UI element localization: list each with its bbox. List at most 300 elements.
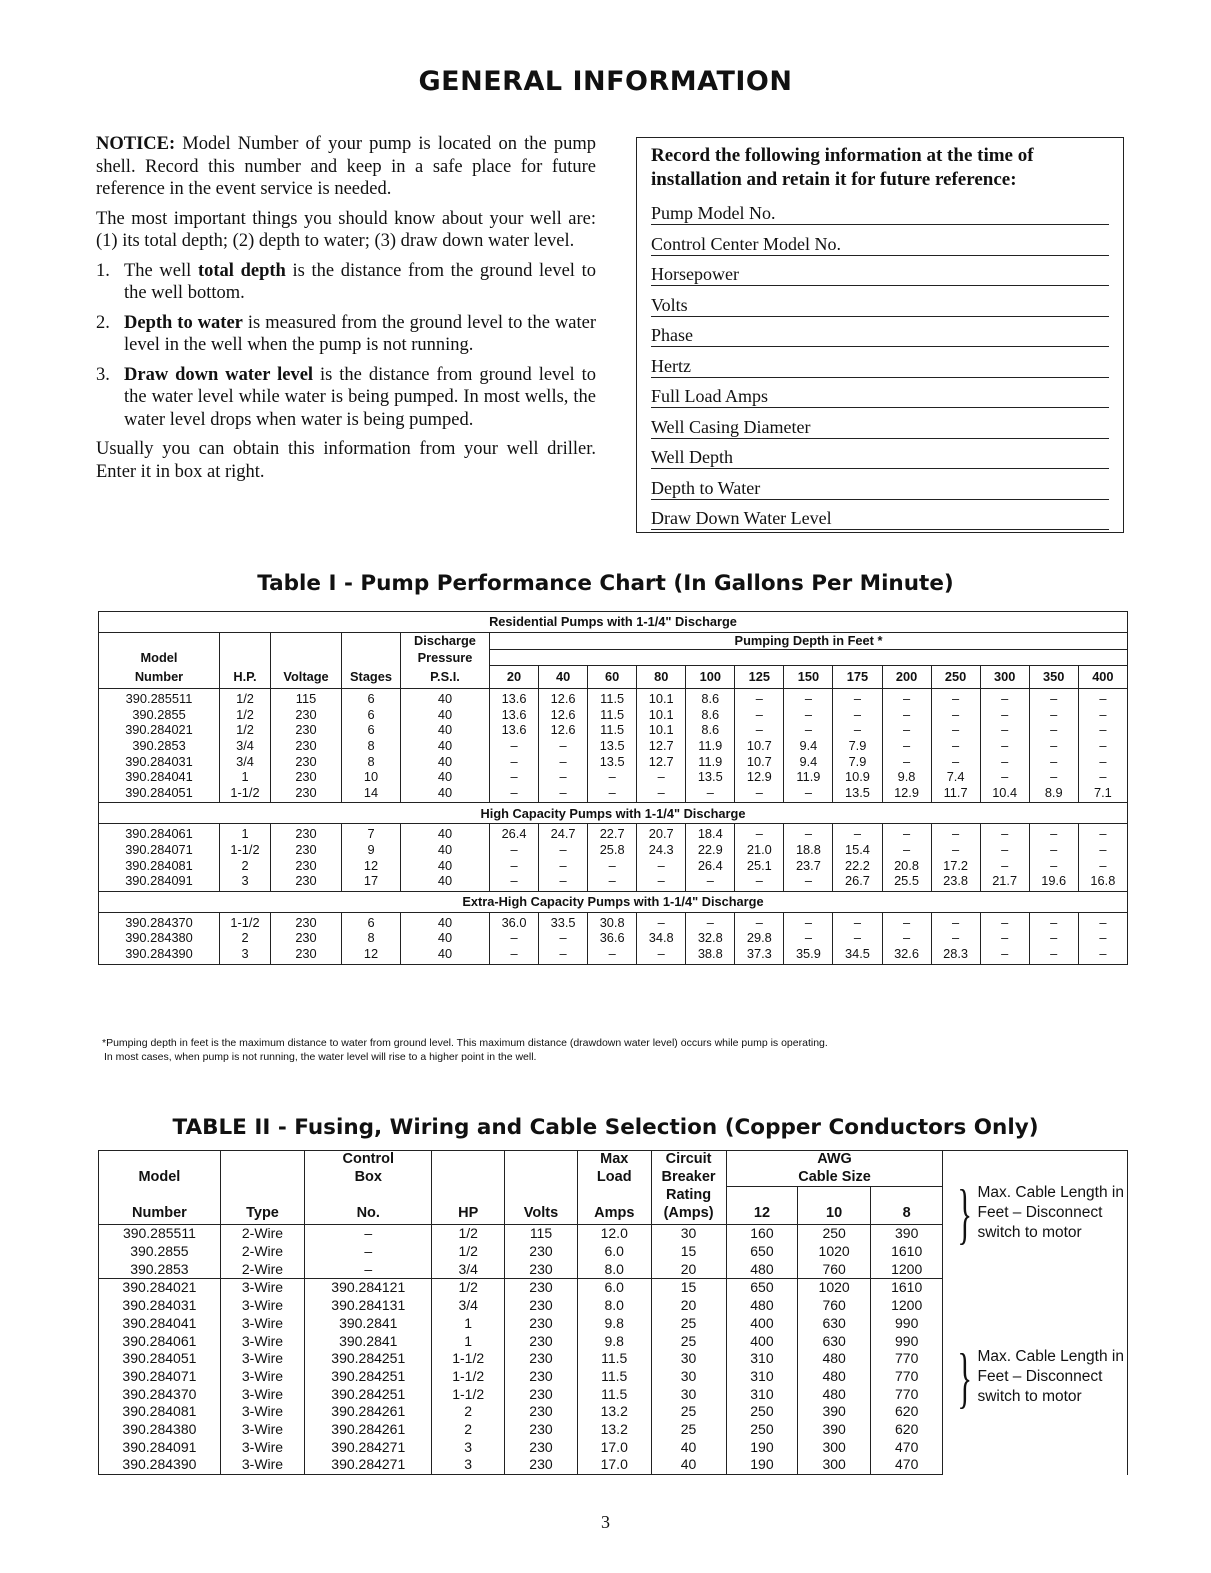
data-cell: 10.1	[637, 689, 686, 707]
closing-paragraph: Usually you can obtain this information from your well driller. Enter it in box at right.	[96, 439, 596, 482]
table-row	[99, 689, 1128, 707]
data-cell: 230	[271, 946, 342, 964]
table-row	[99, 858, 1128, 874]
data-cell: –	[882, 824, 931, 842]
data-cell: 12.6	[539, 722, 588, 738]
table-row	[99, 842, 1128, 858]
data-cell: 3-Wire	[220, 1386, 304, 1404]
data-cell: –	[980, 824, 1029, 842]
table1-header-row	[99, 633, 1128, 650]
data-cell: 3-Wire	[220, 1297, 304, 1315]
page-number: 3	[601, 1512, 610, 1532]
data-cell: 26.7	[833, 873, 882, 891]
data-cell: 1610	[870, 1279, 943, 1297]
data-cell: –	[490, 785, 539, 803]
data-cell: 10.1	[637, 722, 686, 738]
data-cell: 11.5	[577, 1386, 651, 1404]
data-cell: –	[931, 722, 980, 738]
right-brace-icon: }	[957, 1174, 973, 1251]
data-cell: 630	[798, 1315, 871, 1333]
depth-column-header: 350	[1029, 666, 1078, 689]
depth-column-header: 200	[882, 666, 931, 689]
data-cell: 40	[401, 754, 490, 770]
data-cell: 1	[432, 1315, 505, 1333]
col-stages	[342, 633, 401, 650]
data-cell: –	[686, 912, 735, 930]
model-number-cell: 390.284041	[99, 769, 220, 785]
data-cell: –	[931, 824, 980, 842]
data-cell: –	[539, 873, 588, 891]
notice-text: Model Number of your pump is located on the pump shell. Record this number and keep in a safe place for future reference in the event service is needed.	[96, 134, 596, 199]
header-label: H.P.	[220, 666, 271, 689]
data-cell: 190	[726, 1439, 798, 1457]
data-cell: 40	[401, 769, 490, 785]
data-cell: 1	[220, 769, 271, 785]
col-model	[99, 633, 220, 650]
data-cell: 230	[505, 1350, 578, 1368]
data-cell: 1/2	[432, 1225, 505, 1243]
table1-group	[99, 803, 1128, 891]
data-cell: –	[980, 858, 1029, 874]
table-row	[99, 946, 1128, 964]
data-cell: 11.9	[686, 754, 735, 770]
data-cell: 480	[726, 1261, 798, 1279]
data-cell: 40	[401, 785, 490, 803]
cable-length-note	[943, 1279, 1128, 1475]
data-cell: –	[539, 842, 588, 858]
data-cell: –	[833, 912, 882, 930]
data-cell: 160	[726, 1225, 798, 1243]
data-cell: 1-1/2	[432, 1386, 505, 1404]
data-cell: 300	[798, 1456, 871, 1474]
data-cell: 30.8	[588, 912, 637, 930]
data-cell: –	[539, 785, 588, 803]
data-cell: 230	[505, 1333, 578, 1351]
model-number-cell: 390.2855	[99, 707, 220, 723]
data-cell: –	[1078, 754, 1127, 770]
data-cell: –	[1029, 912, 1078, 930]
data-cell: 10.9	[833, 769, 882, 785]
model-number-cell: 390.284071	[99, 1368, 221, 1386]
data-cell: 480	[798, 1386, 871, 1404]
item-number: 2.	[96, 312, 110, 333]
model-number-cell: 390.2855	[99, 1243, 221, 1261]
data-cell: 3-Wire	[220, 1403, 304, 1421]
data-cell: 3-Wire	[220, 1333, 304, 1351]
data-cell: –	[882, 930, 931, 946]
record-box-heading: Record the following information at the time of installation and retain it for future reference:	[651, 145, 1034, 190]
data-cell: –	[784, 707, 833, 723]
data-cell: 40	[651, 1439, 726, 1457]
data-cell: 11.5	[588, 722, 637, 738]
data-cell: –	[882, 689, 931, 707]
data-cell: –	[1029, 930, 1078, 946]
data-cell: 230	[271, 930, 342, 946]
depth-column-header: 400	[1078, 666, 1127, 689]
data-cell: 3	[432, 1456, 505, 1474]
data-cell: –	[637, 769, 686, 785]
model-number-cell: 390.284021	[99, 1279, 221, 1297]
data-cell: –	[1029, 754, 1078, 770]
data-cell: 15	[651, 1279, 726, 1297]
item-number: 3.	[96, 364, 110, 385]
data-cell: –	[931, 689, 980, 707]
data-cell: 25.1	[735, 858, 784, 874]
data-cell: 400	[726, 1315, 798, 1333]
data-cell: 20	[651, 1261, 726, 1279]
data-cell: 40	[401, 930, 490, 946]
data-cell: 8	[342, 738, 401, 754]
data-cell: 770	[870, 1386, 943, 1404]
data-cell: 1	[220, 824, 271, 842]
data-cell: 21.0	[735, 842, 784, 858]
data-cell: –	[931, 754, 980, 770]
data-cell: 300	[798, 1439, 871, 1457]
data-cell: –	[833, 689, 882, 707]
data-cell: 2-Wire	[220, 1243, 304, 1261]
data-cell: –	[539, 738, 588, 754]
data-cell: 12	[342, 946, 401, 964]
data-cell: –	[735, 912, 784, 930]
data-cell: 480	[726, 1297, 798, 1315]
header-label: Voltage	[271, 666, 342, 689]
data-cell: 230	[505, 1279, 578, 1297]
data-cell: 17.2	[931, 858, 980, 874]
data-cell: –	[490, 769, 539, 785]
data-cell: –	[833, 824, 882, 842]
data-cell: 390.284251	[305, 1350, 432, 1368]
awg-size-header: 12	[726, 1187, 798, 1222]
data-cell: 33.5	[539, 912, 588, 930]
depth-column-header: 125	[735, 666, 784, 689]
data-cell: 40	[401, 842, 490, 858]
data-cell: –	[539, 754, 588, 770]
data-cell: 40	[401, 873, 490, 891]
data-cell: 9.4	[784, 738, 833, 754]
data-cell: –	[784, 873, 833, 891]
data-cell: –	[1078, 946, 1127, 964]
model-number-cell: 390.284380	[99, 930, 220, 946]
data-cell: 9.8	[882, 769, 931, 785]
data-cell: 20.8	[882, 858, 931, 874]
model-number-cell: 390.284051	[99, 1350, 221, 1368]
data-cell: 6.0	[577, 1279, 651, 1297]
data-cell: 8.6	[686, 689, 735, 707]
header-blank	[220, 649, 271, 666]
data-cell: 990	[870, 1315, 943, 1333]
table1-group	[99, 891, 1128, 964]
table1-group-header	[99, 612, 1128, 633]
data-cell: 26.4	[490, 824, 539, 842]
data-cell: –	[1078, 912, 1127, 930]
data-cell: 230	[271, 785, 342, 803]
data-cell: 250	[726, 1421, 798, 1439]
data-cell: –	[305, 1243, 432, 1261]
data-cell: 3	[432, 1439, 505, 1457]
record-field-line: Depth to Water	[651, 471, 1109, 500]
data-cell: 230	[505, 1386, 578, 1404]
col-hp	[432, 1151, 505, 1169]
col-model-label: Model	[99, 649, 220, 666]
note-text: Max. Cable Length in Feet – Disconnect switch to motor	[977, 1183, 1124, 1241]
data-cell: 24.3	[637, 842, 686, 858]
data-cell: 390.284271	[305, 1456, 432, 1474]
data-cell: 9.8	[577, 1315, 651, 1333]
item-number: 1.	[96, 260, 110, 281]
record-field-line: Hertz	[651, 349, 1109, 378]
col-type	[220, 1151, 304, 1169]
model-number-cell: 390.284081	[99, 858, 220, 874]
header-label: Load	[577, 1169, 651, 1187]
data-cell: 13.6	[490, 707, 539, 723]
data-cell: –	[1078, 842, 1127, 858]
data-cell: –	[882, 738, 931, 754]
data-cell: 12	[342, 858, 401, 874]
data-cell: 230	[505, 1315, 578, 1333]
data-cell: –	[784, 930, 833, 946]
data-cell: 16.8	[1078, 873, 1127, 891]
data-cell: 8.0	[577, 1297, 651, 1315]
data-cell: 1/2	[432, 1243, 505, 1261]
model-number-cell: 390.284031	[99, 1297, 221, 1315]
data-cell: 12.0	[577, 1225, 651, 1243]
data-cell: 3-Wire	[220, 1439, 304, 1457]
data-cell: 9.8	[577, 1333, 651, 1351]
data-cell: 13.5	[588, 738, 637, 754]
model-number-cell: 390.284061	[99, 1333, 221, 1351]
data-cell: 1	[432, 1333, 505, 1351]
item-term: Depth to water	[124, 312, 243, 333]
table2-title: TABLE II - Fusing, Wiring and Cable Selection (Copper Conductors Only)	[172, 1115, 1039, 1140]
data-cell: 37.3	[735, 946, 784, 964]
table2-three-wire-group	[99, 1279, 1128, 1475]
data-cell: 40	[401, 858, 490, 874]
data-cell: –	[588, 769, 637, 785]
data-cell: 13.5	[686, 769, 735, 785]
header-blank	[342, 649, 401, 666]
data-cell: 650	[726, 1243, 798, 1261]
data-cell: 3/4	[432, 1297, 505, 1315]
data-cell: 620	[870, 1421, 943, 1439]
data-cell: –	[1029, 722, 1078, 738]
data-cell: 760	[798, 1261, 871, 1279]
model-number-cell: 390.284071	[99, 842, 220, 858]
data-cell: 26.4	[686, 858, 735, 874]
data-cell: 1/2	[432, 1279, 505, 1297]
data-cell: –	[784, 824, 833, 842]
item-text: Depth to water is measured from the ground level to the water level in the well when the pump is not running.	[124, 312, 596, 355]
data-cell: –	[980, 689, 1029, 707]
data-cell: –	[1078, 689, 1127, 707]
data-cell: 2	[220, 858, 271, 874]
data-cell: 17.0	[577, 1456, 651, 1474]
data-cell: 40	[401, 722, 490, 738]
data-cell: 14	[342, 785, 401, 803]
data-cell: –	[931, 930, 980, 946]
item-term: total depth	[197, 260, 286, 281]
data-cell: 23.8	[931, 873, 980, 891]
data-cell: –	[490, 873, 539, 891]
data-cell: 15	[651, 1243, 726, 1261]
data-cell: –	[980, 722, 1029, 738]
data-cell: 2-Wire	[220, 1261, 304, 1279]
data-cell: –	[637, 858, 686, 874]
data-cell: 6	[342, 912, 401, 930]
data-cell: 15.4	[833, 842, 882, 858]
model-number-cell: 390.284031	[99, 754, 220, 770]
well-definition-item	[96, 260, 596, 305]
data-cell: –	[1029, 738, 1078, 754]
data-cell: 6	[342, 689, 401, 707]
depth-column-header: 20	[490, 666, 539, 689]
col-pumping-depth: Pumping Depth in Feet *	[490, 633, 1128, 650]
data-cell: 1-1/2	[432, 1350, 505, 1368]
depth-column-header: 250	[931, 666, 980, 689]
data-cell: 190	[726, 1456, 798, 1474]
data-cell: 11.5	[588, 707, 637, 723]
data-cell: –	[931, 912, 980, 930]
data-cell: –	[833, 722, 882, 738]
data-cell: 230	[271, 722, 342, 738]
table-row	[99, 873, 1128, 891]
model-number-cell: 390.284061	[99, 824, 220, 842]
data-cell: 23.7	[784, 858, 833, 874]
data-cell: –	[882, 722, 931, 738]
data-cell: 250	[726, 1403, 798, 1421]
header-label: HP	[432, 1187, 505, 1222]
data-cell: 30	[651, 1386, 726, 1404]
data-cell: –	[980, 738, 1029, 754]
model-number-cell: 390.284380	[99, 1421, 221, 1439]
data-cell: 310	[726, 1350, 798, 1368]
data-cell: 230	[271, 858, 342, 874]
header-label: Box	[305, 1169, 432, 1187]
note-text: Max. Cable Length in Feet – Disconnect switch to motor	[977, 1347, 1124, 1405]
data-cell: 310	[726, 1368, 798, 1386]
header-label: (Amps)	[663, 1204, 714, 1221]
model-number-cell: 390.2853	[99, 1261, 221, 1279]
data-cell: 13.6	[490, 689, 539, 707]
model-number-cell: 390.284041	[99, 1315, 221, 1333]
data-cell: –	[882, 707, 931, 723]
data-cell: –	[931, 707, 980, 723]
data-cell: 38.8	[686, 946, 735, 964]
data-cell: –	[1078, 707, 1127, 723]
data-cell: –	[882, 912, 931, 930]
data-cell: 620	[870, 1403, 943, 1421]
model-number-cell: 390.284081	[99, 1403, 221, 1421]
notice-paragraph	[96, 133, 596, 201]
footnote-line-1: *Pumping depth in feet is the maximum distance to water from ground level. This maximum distance (drawdown water level) occurs while pump is operating.	[102, 1037, 828, 1049]
data-cell: 1200	[870, 1297, 943, 1315]
pump-performance-table	[98, 611, 1128, 965]
header-label: Stages	[342, 666, 401, 689]
header-blank	[490, 649, 1128, 666]
group-label: Extra-High Capacity Pumps with 1-1/4" Discharge	[99, 891, 1128, 912]
table1-header-row	[99, 666, 1128, 689]
data-cell: –	[1029, 824, 1078, 842]
record-field-line: Draw Down Water Level	[651, 501, 1109, 530]
data-cell: –	[784, 722, 833, 738]
header-blank	[220, 1169, 304, 1187]
data-cell: 230	[271, 754, 342, 770]
data-cell: –	[882, 754, 931, 770]
well-definitions-list	[96, 260, 596, 432]
awg-size-header: 10	[798, 1187, 871, 1222]
data-cell: 40	[401, 946, 490, 964]
data-cell: –	[735, 689, 784, 707]
data-cell: –	[784, 785, 833, 803]
data-cell: –	[735, 707, 784, 723]
model-number-cell: 390.284370	[99, 912, 220, 930]
data-cell: 2	[432, 1421, 505, 1439]
record-field-line: Well Depth	[651, 440, 1109, 469]
data-cell: 230	[271, 842, 342, 858]
table-row	[99, 912, 1128, 930]
data-cell: –	[980, 707, 1029, 723]
data-cell: –	[784, 689, 833, 707]
data-cell: 32.6	[882, 946, 931, 964]
table-row	[99, 738, 1128, 754]
data-cell: 230	[271, 824, 342, 842]
col-max-load: Max	[577, 1151, 651, 1169]
data-cell: 17	[342, 873, 401, 891]
header-label: Number	[99, 666, 220, 689]
record-field-line: Full Load Amps	[651, 379, 1109, 408]
data-cell: 12.6	[539, 689, 588, 707]
data-cell: 1020	[798, 1243, 871, 1261]
data-cell: 3/4	[220, 738, 271, 754]
data-cell: 10.7	[735, 754, 784, 770]
well-info-text	[96, 133, 596, 490]
data-cell: 36.0	[490, 912, 539, 930]
data-cell: 17.0	[577, 1439, 651, 1457]
data-cell: 21.7	[980, 873, 1029, 891]
model-number-cell: 390.284390	[99, 1456, 221, 1474]
item-text: Draw down water level is the distance from ground level to the water level while water is being pumped. In most wells, the water level drops when water is being pumped.	[124, 364, 596, 430]
data-cell: 40	[401, 689, 490, 707]
data-cell: 12.6	[539, 707, 588, 723]
data-cell: 770	[870, 1350, 943, 1368]
data-cell: 390	[798, 1421, 871, 1439]
data-cell: 13.5	[588, 754, 637, 770]
data-cell: 40	[401, 738, 490, 754]
data-cell: 1/2	[220, 689, 271, 707]
record-field-line: Control Center Model No.	[651, 227, 1109, 256]
data-cell: 630	[798, 1333, 871, 1351]
page-title: GENERAL INFORMATION	[418, 66, 793, 97]
header-label: Model	[99, 1169, 221, 1187]
data-cell: 230	[505, 1439, 578, 1457]
data-cell: 230	[271, 738, 342, 754]
data-cell: –	[1078, 738, 1127, 754]
depth-column-header: 40	[539, 666, 588, 689]
col-volts	[505, 1151, 578, 1169]
group-label: High Capacity Pumps with 1-1/4" Discharge	[99, 803, 1128, 824]
data-cell: 115	[505, 1225, 578, 1243]
model-number-cell: 390.284021	[99, 722, 220, 738]
data-cell: –	[305, 1225, 432, 1243]
data-cell: 3-Wire	[220, 1368, 304, 1386]
item-term: Draw down water level	[124, 364, 314, 385]
data-cell: 3/4	[432, 1261, 505, 1279]
model-number-cell: 390.284051	[99, 785, 220, 803]
data-cell: –	[980, 930, 1029, 946]
data-cell: 390.284131	[305, 1297, 432, 1315]
data-cell: –	[490, 754, 539, 770]
data-cell: 22.9	[686, 842, 735, 858]
data-cell: 230	[505, 1261, 578, 1279]
